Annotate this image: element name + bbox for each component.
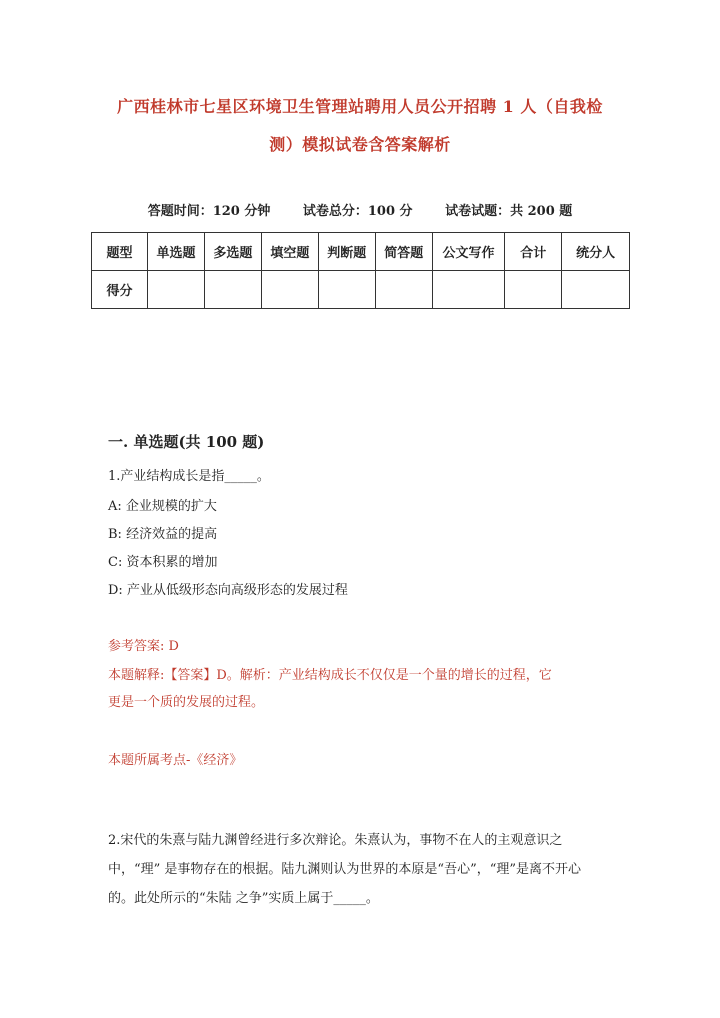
exam-question-count: 试卷试题：共 200 题 bbox=[445, 204, 573, 219]
exam-time: 答题时间：120 分钟 bbox=[147, 204, 271, 219]
score-table-score-row bbox=[92, 271, 630, 309]
exam-total-score: 试卷总分：100 分 bbox=[302, 204, 413, 219]
header-cell-official-writing: 公文写作 bbox=[432, 233, 505, 271]
question-1-topic: 本题所属考点-《经济》 bbox=[108, 753, 243, 768]
header-cell-fill-blank: 填空题 bbox=[261, 233, 318, 271]
score-cell bbox=[505, 271, 562, 309]
page-title-line-2: 测）模拟试卷含答案解析 bbox=[269, 135, 451, 154]
score-cell bbox=[562, 271, 630, 309]
question-1-option-a: A: 企业规模的扩大 bbox=[108, 499, 217, 514]
score-cell bbox=[318, 271, 375, 309]
section-heading: 一. 单选题(共 100 题) bbox=[108, 433, 265, 451]
score-cell bbox=[375, 271, 432, 309]
score-row-label: 得分 bbox=[92, 271, 148, 309]
score-cell bbox=[147, 271, 204, 309]
score-table bbox=[91, 232, 630, 309]
question-1-option-b: B: 经济效益的提高 bbox=[108, 527, 218, 542]
question-1-option-c: C: 资本积累的增加 bbox=[108, 555, 218, 570]
question-1-option-d: D: 产业从低级形态向高级形态的发展过程 bbox=[108, 583, 348, 598]
score-table-header-row bbox=[92, 233, 630, 271]
question-1-explanation-line-2: 更是一个质的发展的过程。 bbox=[108, 695, 265, 710]
score-cell bbox=[204, 271, 261, 309]
score-cell bbox=[432, 271, 505, 309]
header-cell-total: 合计 bbox=[505, 233, 562, 271]
header-cell-single-choice: 单选题 bbox=[147, 233, 204, 271]
score-cell bbox=[261, 271, 318, 309]
exam-info bbox=[0, 200, 720, 219]
header-cell-true-false: 判断题 bbox=[318, 233, 375, 271]
question-1-answer: 参考答案: D bbox=[108, 639, 179, 654]
question-2-stem: 2.宋代的朱熹与陆九渊曾经进行多次辩论。朱熹认为，事物不在人的主观意识之中，“理” 是事物存在的根据。陆九渊则认为世界的本原是“吾心”，“理”是离不开心的。此处所示的“朱陆 之争”实质上属于_____。 bbox=[108, 833, 582, 906]
page-title-line-1: 广西桂林市七星区环境卫生管理站聘用人员公开招聘 1 人（自我检 bbox=[117, 97, 603, 116]
header-cell-scorer: 统分人 bbox=[562, 233, 630, 271]
question-1-stem: 1.产业结构成长是指_____。 bbox=[108, 469, 270, 484]
header-cell-type: 题型 bbox=[92, 233, 148, 271]
header-cell-short-answer: 简答题 bbox=[375, 233, 432, 271]
page-title bbox=[100, 88, 620, 164]
question-1-explanation-line-1: 本题解释:【答案】D。解析：产业结构成长不仅仅是一个量的增长的过程，它 bbox=[108, 668, 552, 683]
header-cell-multi-choice: 多选题 bbox=[204, 233, 261, 271]
